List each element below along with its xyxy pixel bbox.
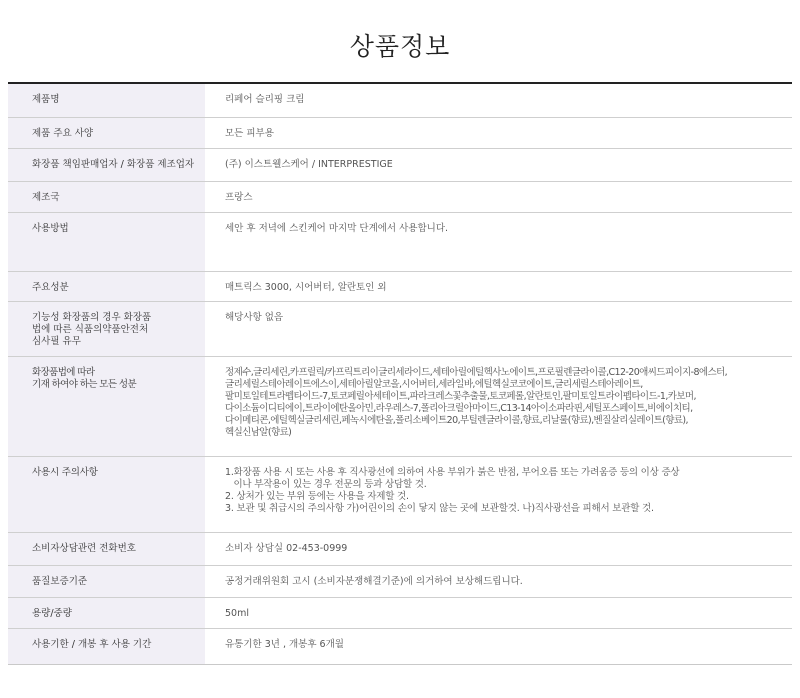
- value-text: (주) 이스트웰스케어 / INTERPRESTIGE: [225, 158, 393, 170]
- value-text: 소비자 상담실 02-453-0999: [225, 542, 348, 554]
- label-cell: [8, 181, 205, 212]
- row-volume: [8, 597, 792, 628]
- value-cell: [205, 117, 792, 148]
- value-text: 글리세릴스테아레이트에스이,세테아릴알코올,시어버터,세라일바,에틸헥실코코에이트,글리세릴스테아레이트,: [225, 378, 643, 390]
- label-text: 화장품 책임판매업자 / 화장품 제조업자: [32, 158, 195, 170]
- label-cell: [8, 117, 205, 148]
- row-quality-assurance: [8, 565, 792, 597]
- row-product-name: [8, 83, 792, 117]
- label-text: 소비자상담관련 전화번호: [32, 542, 136, 554]
- value-cell: [205, 148, 792, 181]
- label-text: 화장품법에 따라: [32, 366, 95, 378]
- value-text: 세안 후 저녁에 스킨케어 마지막 단계에서 사용합니다.: [225, 222, 449, 234]
- label-text: 제조국: [32, 191, 60, 203]
- label-text: 제품명: [32, 94, 60, 105]
- row-manufacturer: [8, 148, 792, 181]
- row-consumer-phone: [8, 532, 792, 565]
- label-cell: [8, 532, 205, 565]
- label-cell: [8, 628, 205, 664]
- value-cell: [205, 212, 792, 271]
- label-cell: [8, 271, 205, 301]
- value-text: 50ml: [225, 607, 249, 619]
- value-text: 2. 상처가 있는 부위 등에는 사용을 자제할 것.: [225, 490, 409, 502]
- row-all-ingredients: [8, 356, 792, 456]
- row-product-spec: [8, 117, 792, 148]
- label-cell: [8, 212, 205, 271]
- value-cell: [205, 597, 792, 628]
- label-cell: [8, 83, 205, 117]
- value-text: 해당사항 없음: [225, 311, 284, 323]
- value-text: 3. 보관 및 취급시의 주의사항 가)어린이의 손이 닿지 않는 곳에 보관할것. 나)직사광선을 피해서 보관할 것.: [225, 502, 654, 514]
- label-text: 품질보증기준: [32, 575, 88, 587]
- label-text: 사용시 주의사항: [32, 466, 98, 478]
- value-text: 모든 피부용: [225, 127, 274, 139]
- value-text: 유통기한 3년 , 개봉후 6개월: [225, 638, 344, 650]
- value-text: 1.화장품 사용 시 또는 사용 후 직사광선에 의하여 사용 부위가 붉은 반점, 부어오름 또는 가려움증 등의 이상 증상: [225, 466, 680, 478]
- row-expiry: [8, 628, 792, 664]
- value-text: 리페어 슬리핑 크림: [225, 94, 305, 105]
- label-cell: [8, 356, 205, 456]
- label-cell: [8, 148, 205, 181]
- label-text: 사용기한 / 개봉 후 사용 기간: [32, 638, 152, 650]
- label-text: 주요성분: [32, 281, 69, 293]
- row-functional-cosmetic: [8, 301, 792, 356]
- value-text: 이나 부작용이 있는 경우 전문의 등과 상담할 것.: [225, 478, 427, 490]
- value-cell: [205, 356, 792, 456]
- page-title: 상품정보: [349, 32, 451, 61]
- value-cell: [205, 271, 792, 301]
- row-country: [8, 181, 792, 212]
- value-cell: [205, 301, 792, 356]
- value-text: 다이소듐이디티에이,트라이에탄올아민,라우레스-7,폴리아크릴아마이드,C13-14아이소파라핀,세틸포스페이트,비에이치티,: [225, 402, 693, 414]
- label-cell: [8, 301, 205, 356]
- label-text: 심사필 유무: [32, 335, 81, 347]
- value-cell: [205, 628, 792, 664]
- value-text: 정제수,글리세린,카프릴릭/카프릭트리이글리세라이드,세테아릴에틸헥사노에이트,프로필렌글라이콜,C12-20애씨드피이지-8에스터,: [225, 366, 728, 378]
- value-text: 공정거래위원회 고시 (소비자분쟁해결기준)에 의거하여 보상해드립니다.: [225, 575, 523, 587]
- value-cell: [205, 565, 792, 597]
- label-text: 제품 주요 사양: [32, 127, 94, 139]
- value-cell: [205, 532, 792, 565]
- label-text: 용량/중량: [32, 607, 72, 619]
- label-cell: [8, 456, 205, 532]
- value-cell: [205, 181, 792, 212]
- value-text: 헥실신남알(향료): [225, 426, 292, 438]
- label-text: 사용방법: [32, 222, 69, 234]
- label-text: 기능성 화장품의 경우 화장품: [32, 311, 152, 323]
- value-cell: [205, 456, 792, 532]
- label-text: 기재 하여야 하는 모든 성분: [32, 378, 137, 390]
- row-caution: [8, 456, 792, 532]
- label-text: 법에 따른 식품의약품안전처: [32, 323, 149, 335]
- value-text: 팔미토일테트라펩타이드-7,토코페릴아세테이트,파라크레스꽃추출물,토코페롤,알란토인,팔미토일트라이펩타이드-1,카보머,: [225, 390, 696, 402]
- value-cell: [205, 83, 792, 117]
- value-text: 매트릭스 3000, 시어버터, 알란토인 외: [225, 281, 387, 293]
- label-cell: [8, 565, 205, 597]
- product-info-table: [8, 82, 792, 665]
- row-key-ingredients: [8, 271, 792, 301]
- row-usage: [8, 212, 792, 271]
- label-cell: [8, 597, 205, 628]
- value-text: 프랑스: [225, 191, 253, 203]
- value-text: 다이메티콘,에틸헥실글리세린,페녹시에탄올,폴리소베이트20,부틸렌글라이콜,향료,리날룰(향료),벤질살리실레이트(향료),: [225, 414, 688, 426]
